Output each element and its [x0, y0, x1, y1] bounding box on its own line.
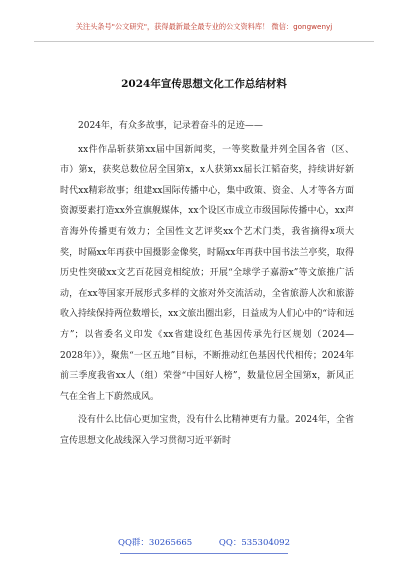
document-body [60, 116, 354, 452]
paragraph-achievements: xx件作品斩获第xx届中国新闻奖，一等奖数量并列全国各省（区、市）第x，获奖总数位居全国第x，x人获第xx届长江韬奋奖，持续讲好新时代xx精彩故事；组建xx国际传播中心，集中政策、资金、人才等各方面资源要素打造xx外宣旗舰媒体，xx个设区市成立市级国际传播中心，xx声音海外传播更有效力；全国性文艺评奖xx个艺术门类，我省摘得x项大奖，时隔xx年再获中国摄影金像奖，时隔xx年再获中国书法兰亭奖，取得历史性突破xx文艺百花园竞相绽放；开展“全球学子嘉游x”等文旅推广活动，在xx等国家开展形式多样的文旅对外交流活动，全省旅游人次和旅游收入持续保持两位数增长，xx文旅出圈出彩，日益成为人们心中的“诗和远方”；以省委名义印发《xx省建设红色基因传承先行区规划（2024—2028年）》，聚焦“一区五地”目标，不断推动红色基因代代相传；2024年前三季度我省xx人（组）荣誉“中国好人榜”，数量位居全国第x，新风正气在全省上下蔚然成风。 [60, 144, 354, 402]
paragraph-intro: 2024年，有众多故事，记录着奋斗的足迹—— [78, 121, 263, 131]
footer-contact [0, 536, 408, 548]
document-title: 2024年宣传思想文化工作总结材料 [121, 78, 287, 90]
footer-underline [120, 553, 288, 554]
footer-qq-group: QQ群：30265665 [117, 538, 193, 548]
footer-qq-number: QQ：535304092 [218, 538, 290, 548]
header-divider [34, 41, 374, 42]
paragraph-confidence: 没有什么比信心更加宝贵，没有什么比精神更有力量。2024年，全省宣传思想文化战线深入学习贯彻习近平新时 [60, 415, 354, 446]
header-promo-note: 关注头条号"公文研究"，获得最新最全最专业的公文资料库！ 微信：gongwenyj [75, 22, 333, 31]
